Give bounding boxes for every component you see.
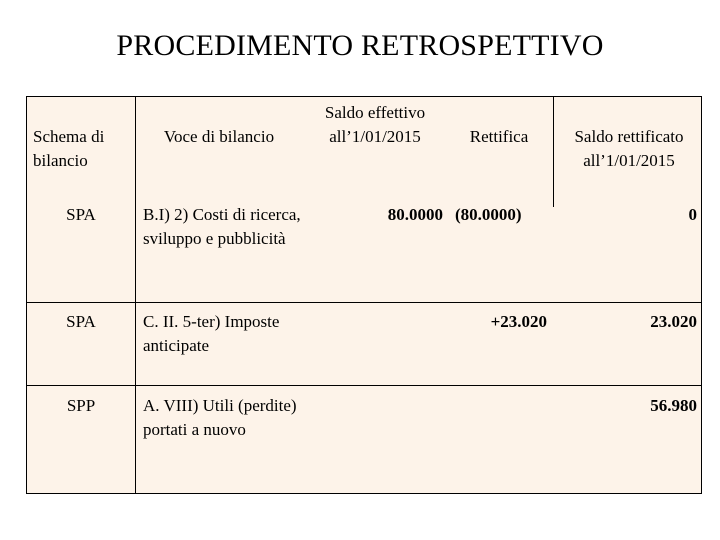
page-title: PROCEDIMENTO RETROSPETTIVO bbox=[116, 29, 604, 62]
header-saldo-effettivo: Saldo effettivo all’1/01/2015 bbox=[324, 103, 426, 146]
row1-voce: B.I) 2) Costi di ricerca, sviluppo e pubblicità bbox=[143, 205, 301, 248]
row3-voce: A. VIII) Utili (perdite) portati a nuovo bbox=[143, 396, 297, 439]
row-divider bbox=[27, 302, 701, 303]
row1-saldo-rettificato: 0 bbox=[688, 205, 697, 224]
row1-schema: SPA bbox=[66, 205, 96, 224]
row2-schema: SPA bbox=[66, 312, 96, 331]
column-divider bbox=[553, 97, 554, 207]
header-rettifica: Rettifica bbox=[469, 127, 529, 146]
column-divider bbox=[135, 97, 136, 494]
row2-rettifica: +23.020 bbox=[490, 312, 547, 331]
header-voce: Voce di bilancio bbox=[163, 127, 275, 146]
row3-schema: SPP bbox=[66, 396, 96, 415]
row1-saldo-effettivo: 80.0000 bbox=[387, 205, 443, 224]
header-saldo-rettificato: Saldo rettificato all’1/01/2015 bbox=[574, 127, 684, 170]
row-divider bbox=[27, 385, 701, 386]
row3-saldo-rettificato: 56.980 bbox=[650, 396, 697, 415]
row2-voce: C. II. 5-ter) Imposte anticipate bbox=[143, 312, 280, 355]
balance-table bbox=[26, 96, 702, 494]
row1-rettifica: (80.0000) bbox=[455, 205, 522, 224]
header-schema: Schema di bilancio bbox=[33, 127, 105, 170]
row2-saldo-rettificato: 23.020 bbox=[650, 312, 697, 331]
